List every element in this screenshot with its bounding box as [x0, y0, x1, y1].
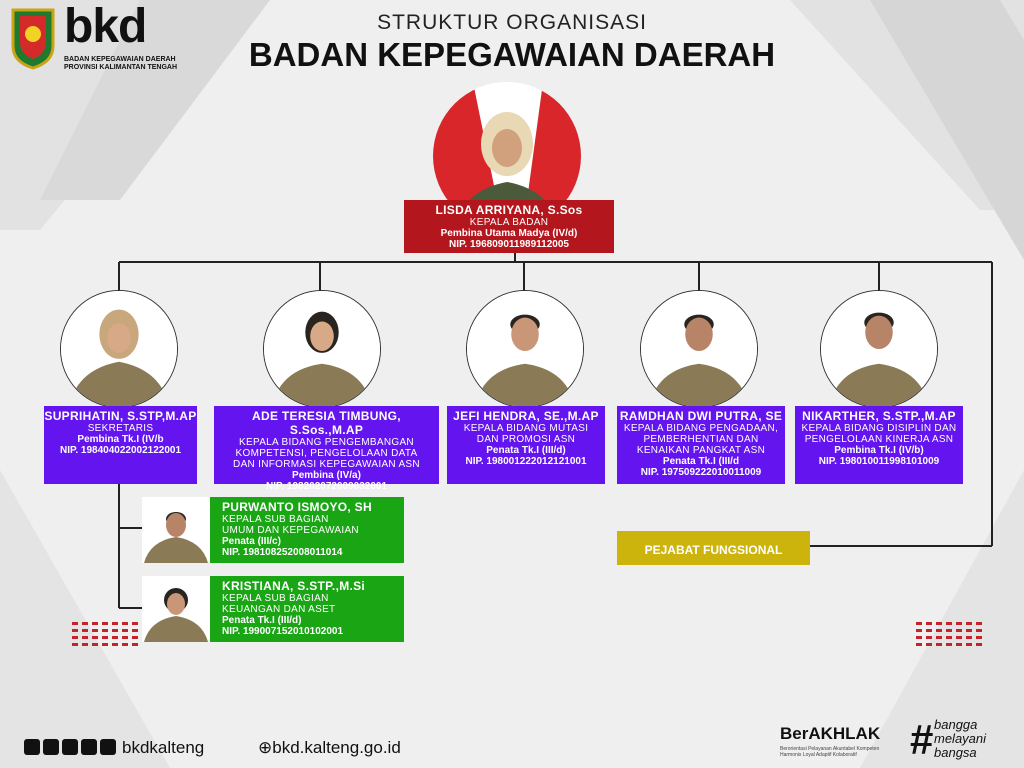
- division-position: KENAIKAN PANGKAT ASN: [636, 445, 766, 456]
- division-name: NIKARTHER, S.STP.,M.AP: [802, 409, 956, 423]
- division-nip: NIP. 198404022002122001: [59, 445, 182, 456]
- head-grade: Pembina Utama Madya (IV/d): [440, 228, 578, 239]
- division-card-procurement: [617, 406, 785, 484]
- division-position: PENGELOLAAN KINERJA ASN: [804, 434, 954, 445]
- division-name: ADE TERESIA TIMBUNG, S.Sos.,M.AP: [252, 409, 401, 437]
- division-grade: Pembina Tk.I (IV/b: [77, 434, 164, 445]
- sub-section-position: KEPALA SUB BAGIAN: [222, 593, 329, 604]
- social-handle[interactable]: bkdkalteng: [122, 738, 205, 757]
- sub-section-grade: Penata (III/c): [222, 536, 281, 547]
- head-position: KEPALA BADAN: [469, 217, 549, 228]
- instagram-icon[interactable]: [43, 739, 59, 755]
- youtube-icon[interactable]: [100, 739, 116, 755]
- division-card-secretary: [44, 406, 197, 484]
- division-photo: [60, 290, 178, 408]
- sub-section-name: PURWANTO ISMOYO, SH: [222, 500, 372, 514]
- sub-section-name: KRISTIANA, S.STP.,M.Si: [222, 579, 366, 593]
- division-name: SUPRIHATIN, S.STP,M.AP: [44, 409, 197, 423]
- sub-section-photo: [142, 576, 210, 642]
- sub-section-position: KEUANGAN DAN ASET: [222, 604, 336, 615]
- x-icon[interactable]: [81, 739, 97, 755]
- sub-section-card-finance: [210, 576, 404, 642]
- chart-title-big: BADAN KEPEGAWAIAN DAERAH: [248, 36, 776, 73]
- division-name: JEFI HENDRA, SE.,M.AP: [453, 409, 599, 423]
- sub-section-position: UMUM DAN KEPEGAWAIAN: [222, 525, 359, 536]
- division-grade: Pembina Tk.I (IV/b): [834, 445, 924, 456]
- sub-section-grade: Penata Tk.I (III/d): [222, 615, 302, 626]
- division-card-competency: [214, 406, 439, 492]
- berakhlak-tagline-line: Berorientasi Pelayanan Akuntabel Kompeten: [780, 746, 880, 752]
- website-link[interactable]: [258, 738, 401, 758]
- berakhlak-logo: BerAKHLAK: [780, 724, 881, 743]
- bangga-line: bangsa: [934, 745, 977, 760]
- division-position: PEMBERHENTIAN DAN: [643, 434, 759, 445]
- functional-officials-card: PEJABAT FUNGSIONAL: [617, 531, 810, 565]
- division-position: SEKRETARIS: [87, 423, 154, 434]
- division-photo: [263, 290, 381, 408]
- division-nip: NIP. 198202072009032001: [265, 481, 388, 492]
- social-icons: [24, 739, 116, 757]
- website-text: bkd.kalteng.go.id: [272, 738, 401, 757]
- division-position: DAN INFORMASI KEPEGAWAIAN ASN: [233, 459, 420, 470]
- hashtag-icon: #: [910, 716, 934, 763]
- division-name: RAMDHAN DWI PUTRA, SE: [619, 409, 783, 423]
- division-photo: [640, 290, 758, 408]
- logo-subtitle-line: BADAN KEPEGAWAIAN DAERAH: [64, 56, 176, 63]
- division-grade: Penata Tk.I (III/d: [662, 456, 740, 467]
- division-position: KOMPETENSI, PENGELOLAAN DATA: [235, 448, 418, 459]
- bangga-line: bangga: [934, 717, 978, 732]
- sub-section-position: KEPALA SUB BAGIAN: [222, 514, 329, 525]
- head-name: LISDA ARRIYANA, S.Sos: [435, 203, 583, 217]
- facebook-icon[interactable]: [24, 739, 40, 755]
- division-position: KEPALA BIDANG PENGEMBANGAN: [239, 437, 414, 448]
- division-position: DAN PROMOSI ASN: [476, 434, 576, 445]
- division-nip: NIP. 198010011998101009: [818, 456, 940, 467]
- tiktok-icon[interactable]: [62, 739, 78, 755]
- division-position: KEPALA BIDANG MUTASI: [463, 423, 589, 434]
- division-nip: NIP. 197509222010011009: [640, 467, 762, 478]
- division-grade: Pembina (IV/a): [292, 470, 361, 481]
- bangga-melayani-bangsa-logo: [934, 718, 986, 760]
- division-card-discipline: [795, 406, 963, 484]
- division-photo: [820, 290, 938, 408]
- sub-section-nip: NIP. 198108252008011014: [222, 547, 343, 558]
- division-photo: [466, 290, 584, 408]
- logo-subtitle-line: PROVINSI KALIMANTAN TENGAH: [64, 64, 178, 71]
- division-card-mutation: [447, 406, 605, 484]
- division-position: KEPALA BIDANG DISIPLIN DAN: [801, 423, 957, 434]
- head-nip: NIP. 196809011989112005: [449, 239, 569, 250]
- berakhlak-tagline: [780, 746, 900, 758]
- sub-section-card-general: [210, 497, 404, 563]
- bkd-logo-wordmark: bkd: [64, 0, 147, 53]
- division-grade: Penata Tk.I (III/d): [486, 445, 566, 456]
- sub-section-photo: [142, 497, 210, 563]
- berakhlak-tagline-line: Harmonis Loyal Adaptif Kolaboratif: [780, 752, 857, 758]
- globe-icon: ⊕: [258, 738, 273, 757]
- head-card: [404, 200, 614, 253]
- division-nip: NIP. 198001222012121001: [465, 456, 587, 467]
- bangga-line: melayani: [934, 731, 987, 746]
- chart-title-small: STRUKTUR ORGANISASI: [377, 11, 647, 34]
- sub-section-nip: NIP. 199007152010102001: [222, 626, 344, 637]
- division-position: KEPALA BIDANG PENGADAAN,: [623, 423, 779, 434]
